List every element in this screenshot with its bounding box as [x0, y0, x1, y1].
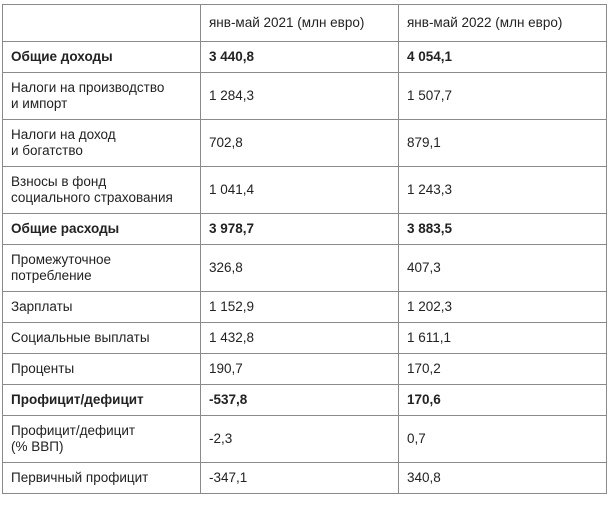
table-row-interest — [3, 354, 607, 385]
row-label: Социальные выплаты — [3, 323, 201, 354]
value-2022: 1 243,3 — [399, 167, 607, 214]
value-2022: 170,6 — [399, 385, 607, 416]
row-label: Профицит/дефицит (% ВВП) — [3, 416, 201, 463]
value-2021: 190,7 — [201, 354, 399, 385]
table-row-total-expenditure — [3, 214, 607, 245]
value-2022: 0,7 — [399, 416, 607, 463]
value-2022: 3 883,5 — [399, 214, 607, 245]
value-2021: 3 978,7 — [201, 214, 399, 245]
table-row-primary-surplus — [3, 463, 607, 494]
budget-table — [2, 4, 607, 494]
value-2021: 326,8 — [201, 245, 399, 292]
table-row-intermediate-consumption — [3, 245, 607, 292]
table-row-salaries — [3, 292, 607, 323]
value-2022: 1 202,3 — [399, 292, 607, 323]
value-2021: -537,8 — [201, 385, 399, 416]
row-label: Налоги на производство и импорт — [3, 73, 201, 120]
value-2021: 702,8 — [201, 120, 399, 167]
row-label: Взносы в фонд социального страхования — [3, 167, 201, 214]
value-2021: 3 440,8 — [201, 42, 399, 73]
value-2021: 1 041,4 — [201, 167, 399, 214]
row-label: Зарплаты — [3, 292, 201, 323]
value-2022: 340,8 — [399, 463, 607, 494]
value-2022: 170,2 — [399, 354, 607, 385]
value-2022: 1 507,7 — [399, 73, 607, 120]
value-2021: 1 432,8 — [201, 323, 399, 354]
table-header-row — [3, 5, 607, 42]
header-2022-cell: янв-май 2022 (млн евро) — [399, 5, 607, 42]
row-label: Профицит/дефицит — [3, 385, 201, 416]
value-2022: 1 611,1 — [399, 323, 607, 354]
table-row-surplus-deficit-gdp — [3, 416, 607, 463]
table-row-surplus-deficit — [3, 385, 607, 416]
value-2021: -2,3 — [201, 416, 399, 463]
header-corner-cell — [3, 5, 201, 42]
value-2022: 407,3 — [399, 245, 607, 292]
row-label: Первичный профицит — [3, 463, 201, 494]
row-label: Промежуточное потребление — [3, 245, 201, 292]
row-label: Общие доходы — [3, 42, 201, 73]
table-row-social-benefits — [3, 323, 607, 354]
row-label: Общие расходы — [3, 214, 201, 245]
row-label: Налоги на доход и богатство — [3, 120, 201, 167]
value-2021: 1 152,9 — [201, 292, 399, 323]
table-row-income-wealth-taxes — [3, 120, 607, 167]
table-row-production-import-taxes — [3, 73, 607, 120]
table-row-social-contributions — [3, 167, 607, 214]
table-row-total-revenue — [3, 42, 607, 73]
header-2021-cell: янв-май 2021 (млн евро) — [201, 5, 399, 42]
value-2021: 1 284,3 — [201, 73, 399, 120]
value-2021: -347,1 — [201, 463, 399, 494]
value-2022: 879,1 — [399, 120, 607, 167]
value-2022: 4 054,1 — [399, 42, 607, 73]
row-label: Проценты — [3, 354, 201, 385]
